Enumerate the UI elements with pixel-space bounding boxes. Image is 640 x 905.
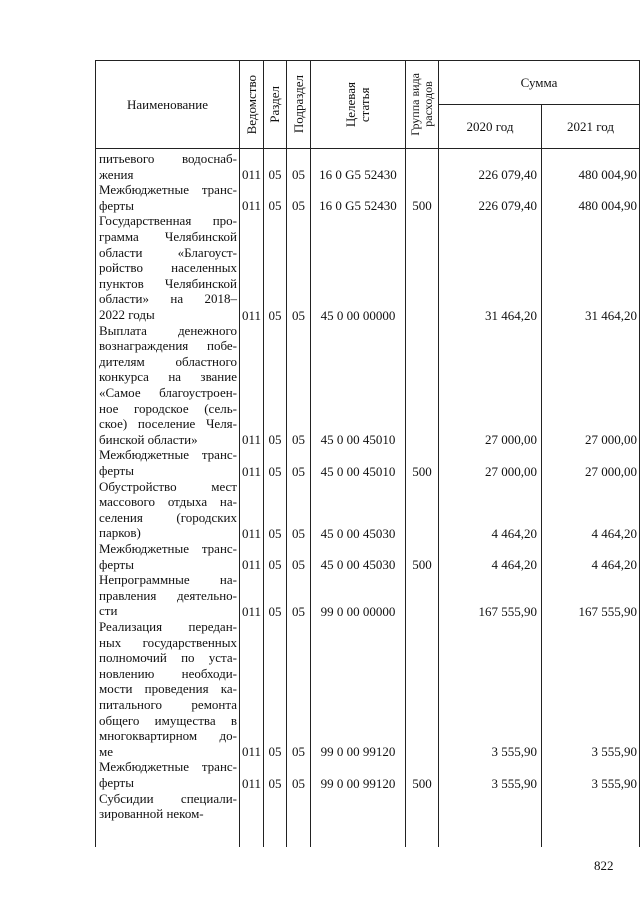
cell-name-line: ме bbox=[99, 743, 113, 759]
cell-name bbox=[99, 182, 237, 213]
cell-subsection: 05 bbox=[292, 198, 305, 214]
cell-subsection: 05 bbox=[292, 167, 305, 183]
cell-name-line: питального ремонта bbox=[99, 696, 237, 712]
cell-section: 05 bbox=[268, 463, 282, 479]
cell-department: 011 bbox=[241, 463, 262, 479]
cell-section: 05 bbox=[268, 744, 282, 760]
cell-sum-2020: 226 079,40 bbox=[478, 198, 537, 214]
cell-department: 011 bbox=[241, 557, 262, 573]
column-line bbox=[286, 148, 287, 847]
cell-name bbox=[99, 323, 237, 448]
cell-target-item: 45 0 00 45010 bbox=[320, 432, 396, 448]
cell-target-item: 45 0 00 00000 bbox=[320, 307, 396, 323]
cell-name bbox=[99, 541, 237, 572]
header-section bbox=[264, 61, 287, 149]
header-department-label: Ведомство bbox=[243, 74, 259, 135]
cell-name-line: бинской области» bbox=[99, 431, 198, 447]
cell-subsection: 05 bbox=[292, 307, 305, 323]
cell-name-line: Реализация передан- bbox=[99, 619, 237, 634]
header-group-line-1: Группа вида bbox=[408, 73, 422, 136]
header-target-line-2: статья bbox=[357, 87, 372, 122]
cell-name-line: ройство населенных bbox=[99, 260, 237, 276]
header-expense-group bbox=[406, 61, 439, 149]
cell-subsection: 05 bbox=[292, 557, 305, 573]
cell-name-line: конкурса на звание bbox=[99, 369, 237, 385]
table-header bbox=[95, 60, 640, 149]
cell-name-line: многоквартирном до- bbox=[99, 728, 237, 744]
page-number: 822 bbox=[594, 858, 614, 873]
cell-name-line: питьевого водоснаб- bbox=[99, 151, 237, 166]
cell-name-line: Межбюджетные транс- bbox=[99, 759, 237, 775]
cell-name bbox=[99, 447, 237, 478]
cell-sum-2020: 226 079,40 bbox=[478, 167, 537, 183]
cell-name bbox=[99, 213, 237, 322]
header-target-item-label bbox=[344, 82, 372, 127]
cell-target-item: 16 0 G5 52430 bbox=[319, 198, 397, 214]
cell-name-line: Межбюджетные транс- bbox=[99, 447, 237, 463]
cell-name-line: Государственная про- bbox=[99, 213, 237, 229]
cell-target-item: 99 0 00 99120 bbox=[320, 744, 396, 760]
cell-name-line: ферты bbox=[99, 462, 134, 478]
cell-name-line: общего имущества в bbox=[99, 712, 237, 728]
cell-subsection: 05 bbox=[292, 775, 305, 791]
header-subsection-label: Подраздел bbox=[290, 75, 306, 134]
cell-subsection: 05 bbox=[292, 525, 305, 541]
cell-department: 011 bbox=[241, 603, 262, 619]
cell-subsection: 05 bbox=[292, 744, 305, 760]
cell-sum-2020: 4 464,20 bbox=[491, 525, 537, 541]
cell-name-line: ферты bbox=[99, 774, 134, 790]
cell-sum-2021: 27 000,00 bbox=[585, 432, 637, 448]
cell-subsection: 05 bbox=[292, 463, 305, 479]
cell-target-item: 99 0 00 99120 bbox=[320, 775, 396, 791]
cell-department: 011 bbox=[241, 307, 262, 323]
cell-name-line: Межбюджетные транс- bbox=[99, 541, 237, 556]
cell-target-item: 45 0 00 45030 bbox=[320, 525, 396, 541]
cell-department: 011 bbox=[241, 198, 262, 214]
cell-sum-2020: 3 555,90 bbox=[491, 775, 537, 791]
column-line bbox=[310, 148, 311, 847]
cell-sum-2021: 167 555,90 bbox=[578, 603, 637, 619]
cell-name-line: новлению необходи- bbox=[99, 665, 237, 681]
cell-department: 011 bbox=[241, 525, 262, 541]
cell-name-line: Субсидии специали- bbox=[99, 790, 237, 806]
cell-name bbox=[99, 759, 237, 790]
header-year-2020-label: 2020 год bbox=[466, 118, 514, 134]
column-line bbox=[95, 148, 96, 847]
cell-name bbox=[99, 791, 237, 822]
cell-name-line: зированной неком- bbox=[99, 806, 204, 822]
cell-name-line: грамма Челябинской bbox=[99, 228, 237, 244]
cell-sum-2020: 3 555,90 bbox=[491, 744, 537, 760]
cell-name-line: дителям областного bbox=[99, 353, 237, 369]
cell-name-line: вознаграждения побе- bbox=[99, 338, 237, 354]
cell-target-item: 99 0 00 00000 bbox=[320, 603, 396, 619]
cell-name-line: Межбюджетные транс- bbox=[99, 182, 237, 198]
cell-name-line: ное городское (сель- bbox=[99, 400, 237, 416]
cell-section: 05 bbox=[268, 603, 282, 619]
header-group-line-2: расходов bbox=[421, 81, 435, 128]
cell-sum-2020: 31 464,20 bbox=[485, 307, 537, 323]
cell-name-line: жения bbox=[99, 166, 134, 182]
cell-name-line: полномочий по уста- bbox=[99, 650, 237, 666]
cell-sum-2021: 4 464,20 bbox=[591, 557, 637, 573]
cell-sum-2020: 167 555,90 bbox=[478, 603, 537, 619]
cell-department: 011 bbox=[241, 775, 262, 791]
cell-name-line: Обустройство мест bbox=[99, 478, 237, 494]
cell-target-item: 45 0 00 45030 bbox=[320, 557, 396, 573]
header-name-label: Наименование bbox=[127, 96, 208, 112]
cell-name-line: ферты bbox=[99, 556, 134, 572]
cell-name-line: пунктов Челябинской bbox=[99, 275, 237, 291]
cell-department: 011 bbox=[241, 432, 262, 448]
cell-subsection: 05 bbox=[292, 432, 305, 448]
column-line bbox=[541, 148, 542, 847]
cell-name-line: парков) bbox=[99, 525, 141, 541]
cell-section: 05 bbox=[268, 307, 282, 323]
cell-target-item: 45 0 00 45010 bbox=[320, 463, 396, 479]
cell-name-line: массового отдыха на- bbox=[99, 494, 237, 510]
cell-subsection: 05 bbox=[292, 603, 305, 619]
cell-name-line: ферты bbox=[99, 197, 134, 213]
cell-name-line: области «Благоуст- bbox=[99, 244, 237, 260]
cell-expense-group: 500 bbox=[412, 557, 432, 573]
cell-section: 05 bbox=[268, 775, 282, 791]
cell-sum-2021: 31 464,20 bbox=[585, 307, 637, 323]
cell-name-line: селения (городских bbox=[99, 509, 237, 525]
column-line bbox=[263, 148, 264, 847]
header-sum bbox=[439, 61, 640, 105]
cell-section: 05 bbox=[268, 167, 282, 183]
cell-sum-2021: 3 555,90 bbox=[591, 744, 637, 760]
cell-name-line: правления деятельно- bbox=[99, 587, 237, 603]
cell-sum-2021: 27 000,00 bbox=[585, 463, 637, 479]
cell-name bbox=[99, 479, 237, 541]
cell-name bbox=[99, 572, 237, 619]
cell-sum-2020: 27 000,00 bbox=[485, 432, 537, 448]
header-expense-group-label bbox=[409, 73, 435, 136]
cell-section: 05 bbox=[268, 557, 282, 573]
cell-section: 05 bbox=[268, 432, 282, 448]
cell-sum-2021: 480 004,90 bbox=[578, 167, 637, 183]
cell-name-line: Выплата денежного bbox=[99, 322, 237, 338]
header-section-label: Раздел bbox=[267, 86, 282, 123]
cell-section: 05 bbox=[268, 525, 282, 541]
cell-sum-2021: 3 555,90 bbox=[591, 775, 637, 791]
cell-expense-group: 500 bbox=[412, 463, 432, 479]
cell-sum-2020: 4 464,20 bbox=[491, 557, 537, 573]
cell-section: 05 bbox=[268, 198, 282, 214]
header-target-item bbox=[311, 61, 406, 149]
cell-name-line: Непрограммные на- bbox=[99, 572, 237, 588]
cell-name-line: мости проведения ка- bbox=[99, 681, 237, 697]
cell-name bbox=[99, 151, 237, 182]
cell-name-line: 2022 годы bbox=[99, 306, 155, 322]
header-name bbox=[96, 61, 240, 149]
column-line bbox=[239, 148, 240, 847]
header-year-2021-label: 2021 год bbox=[567, 118, 614, 134]
header-year-2021 bbox=[542, 105, 640, 149]
cell-name-line: сти bbox=[99, 603, 118, 619]
header-department bbox=[240, 61, 264, 149]
cell-expense-group: 500 bbox=[412, 775, 432, 791]
header-year-2020 bbox=[439, 105, 542, 149]
cell-name-line: ных государственных bbox=[99, 634, 237, 650]
cell-department: 011 bbox=[241, 744, 262, 760]
header-sum-label: Сумма bbox=[520, 74, 558, 90]
cell-name-line: области» на 2018– bbox=[99, 291, 237, 307]
header-target-line-1: Целевая bbox=[343, 81, 358, 128]
cell-department: 011 bbox=[241, 167, 262, 183]
column-line bbox=[438, 148, 439, 847]
cell-name-line: «Самое благоустроен- bbox=[99, 384, 237, 400]
cell-name bbox=[99, 619, 237, 759]
cell-target-item: 16 0 G5 52430 bbox=[319, 167, 397, 183]
column-line bbox=[405, 148, 406, 847]
header-subsection bbox=[287, 61, 311, 149]
cell-name-line: ское) поселение Челя- bbox=[99, 416, 237, 432]
cell-expense-group: 500 bbox=[412, 198, 432, 214]
cell-sum-2020: 27 000,00 bbox=[485, 463, 537, 479]
cell-sum-2021: 4 464,20 bbox=[591, 525, 637, 541]
cell-sum-2021: 480 004,90 bbox=[578, 198, 637, 214]
